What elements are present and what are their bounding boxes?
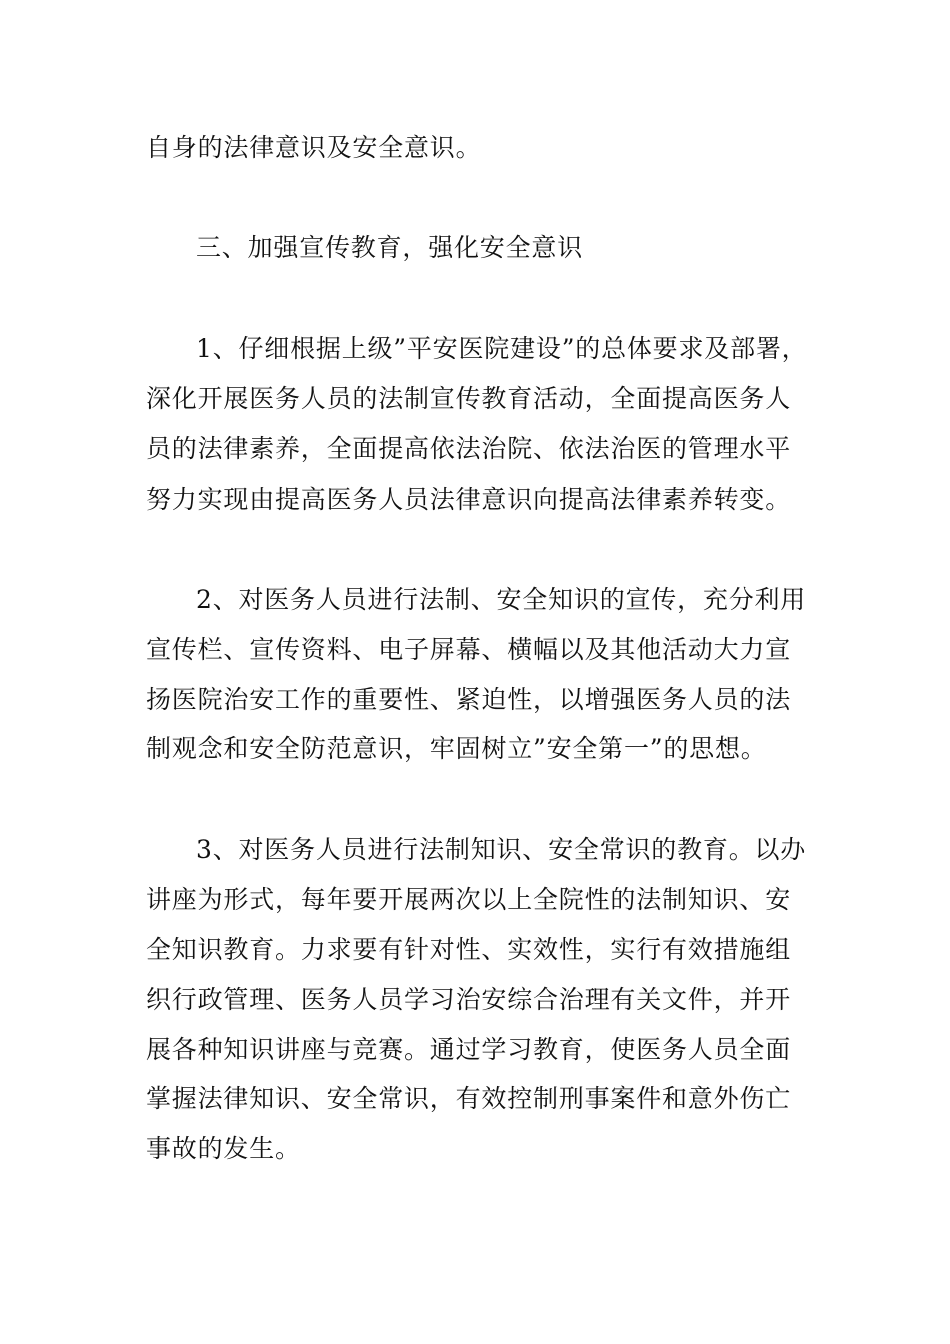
paragraph-line: 讲座为形式，每年要开展两次以上全院性的法制知识、安: [146, 885, 792, 914]
paragraph-line: 掌握法律知识、安全常识，有效控制刑事案件和意外伤亡: [146, 1084, 792, 1113]
paragraph-line: 深化开展医务人员的法制宣传教育活动，全面提高医务人: [146, 384, 792, 413]
paragraph-line: 织行政管理、医务人员学习治安综合治理有关文件，并开: [146, 985, 792, 1014]
paragraph-line: 员的法律素养，全面提高依法治院、依法治医的管理水平: [146, 434, 792, 463]
paragraph-line: 宣传栏、宣传资料、电子屏幕、横幅以及其他活动大力宣: [146, 635, 792, 664]
paragraph-line: 自身的法律意识及安全意识。: [146, 133, 482, 162]
paragraph-line: 努力实现由提高医务人员法律意识向提高法律素养转变。: [146, 485, 792, 514]
section-heading: 三、加强宣传教育，强化安全意识: [196, 233, 584, 262]
paragraph-line: 3、对医务人员进行法制知识、安全常识的教育。以办: [196, 835, 807, 864]
paragraph-line: 扬医院治安工作的重要性、紧迫性，以增强医务人员的法: [146, 685, 792, 714]
paragraph-line: 1、仔细根据上级”平安医院建设”的总体要求及部署，: [196, 334, 808, 363]
paragraph-line: 2、对医务人员进行法制、安全知识的宣传，充分利用: [196, 585, 807, 614]
paragraph-line: 事故的发生。: [146, 1134, 301, 1163]
paragraph-line: 展各种知识讲座与竞赛。通过学习教育，使医务人员全面: [146, 1035, 792, 1064]
paragraph-line: 制观念和安全防范意识，牢固树立”安全第一”的思想。: [146, 734, 767, 763]
paragraph-line: 全知识教育。力求要有针对性、实效性，实行有效措施组: [146, 935, 792, 964]
